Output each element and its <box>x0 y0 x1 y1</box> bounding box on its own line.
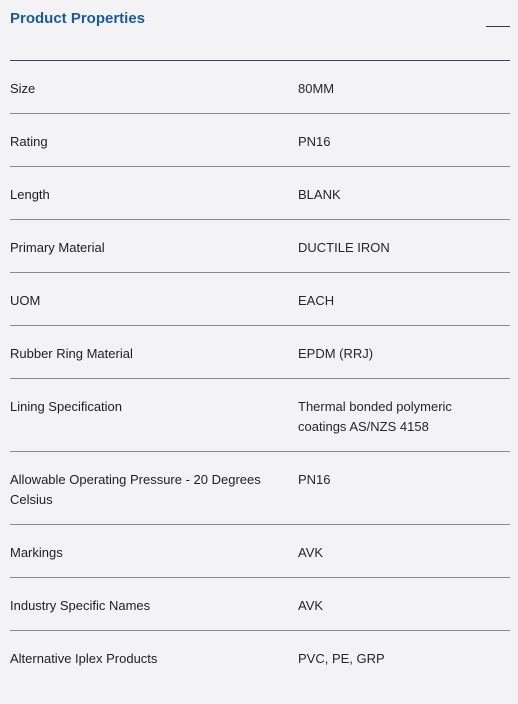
property-row-uom <box>10 273 510 326</box>
property-row-markings <box>10 525 510 578</box>
property-label: Length <box>10 187 50 202</box>
property-label: Lining Specification <box>10 399 123 414</box>
property-label: Size <box>10 81 36 96</box>
property-row-rating <box>10 114 510 167</box>
property-row-primary-material <box>10 220 510 273</box>
property-value: PN16 <box>298 472 331 487</box>
property-label: Alternative Iplex Products <box>10 651 158 666</box>
property-label: Industry Specific Names <box>10 598 151 613</box>
property-label: Rubber Ring Material <box>10 346 133 361</box>
section-header[interactable] <box>10 0 510 61</box>
product-properties-panel <box>10 0 510 684</box>
property-row-size <box>10 61 510 114</box>
property-row-lining-specification <box>10 379 510 452</box>
property-value: Thermal bonded polymeric coatings AS/NZS 4158 <box>298 399 452 434</box>
property-value: PVC, PE, GRP <box>298 651 385 666</box>
minus-icon[interactable] <box>484 14 510 34</box>
property-label: Allowable Operating Pressure - 20 Degrees Celsius <box>10 472 261 507</box>
property-label: Primary Material <box>10 240 105 255</box>
minus-icon-stroke <box>486 26 510 27</box>
property-value: 80MM <box>298 81 335 96</box>
property-row-allowable-operating-pressure <box>10 452 510 525</box>
property-value: EACH <box>298 293 335 308</box>
property-value: EPDM (RRJ) <box>298 346 374 361</box>
property-value: BLANK <box>298 187 341 202</box>
property-row-alternative-iplex-products <box>10 631 510 684</box>
property-label: Markings <box>10 545 63 560</box>
property-value: AVK <box>298 598 324 613</box>
property-label: UOM <box>10 293 41 308</box>
property-value: AVK <box>298 545 324 560</box>
property-value: DUCTILE IRON <box>298 240 390 255</box>
property-row-length <box>10 167 510 220</box>
properties-list <box>10 61 510 684</box>
property-value: PN16 <box>298 134 331 149</box>
property-label: Rating <box>10 134 48 149</box>
property-row-industry-specific-names <box>10 578 510 631</box>
property-row-rubber-ring-material <box>10 326 510 379</box>
section-title: Product Properties <box>10 10 146 27</box>
